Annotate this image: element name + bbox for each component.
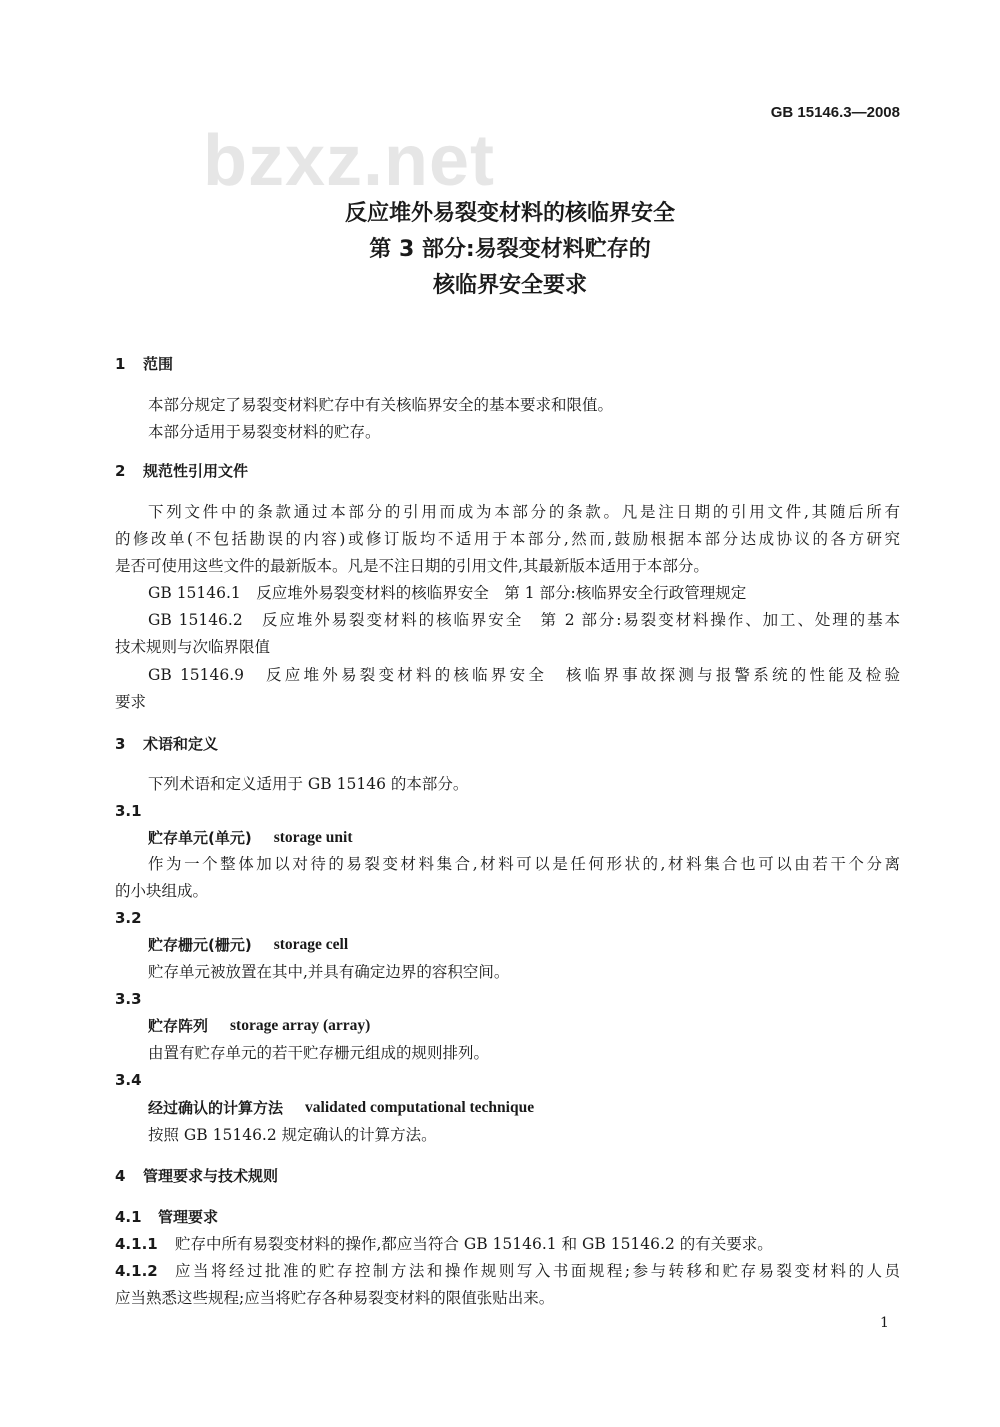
term-definition: 由置有贮存单元的若干贮存栅元组成的规则排列。 bbox=[148, 1044, 490, 1062]
clause-text: 贮存中所有易裂变材料的操作,都应当符合 GB 15146.1 和 GB 15146.2 的有关要求。 bbox=[175, 1235, 773, 1253]
term-definition: 按照 GB 15146.2 规定确认的计算方法。 bbox=[148, 1126, 437, 1144]
term-heading bbox=[148, 828, 353, 848]
paragraph-line: 下列术语和定义适用于 GB 15146 的本部分。 bbox=[148, 775, 469, 793]
page-number: 1 bbox=[880, 1315, 889, 1331]
term-zh: 贮存阵列 bbox=[148, 1017, 209, 1035]
paragraph-line: 本部分适用于易裂变材料的贮存。 bbox=[148, 423, 381, 441]
term-zh: 贮存单元(单元) bbox=[148, 829, 252, 847]
title-line-1: 反应堆外易裂变材料的核临界安全 bbox=[344, 201, 675, 226]
section-2-heading: 规范性引用文件 bbox=[143, 462, 249, 480]
reference-item-cont: 技术规则与次临界限值 bbox=[115, 638, 271, 656]
term-definition: 贮存单元被放置在其中,并具有确定边界的容积空间。 bbox=[148, 963, 510, 981]
reference-item: GB 15146.1 反应堆外易裂变材料的核临界安全 第 1 部分:核临界安全行政管理规定 bbox=[148, 584, 747, 602]
term-en: storage unit bbox=[273, 829, 353, 846]
term-en: validated computational technique bbox=[305, 1099, 535, 1116]
paragraph-line: 是否可使用这些文件的最新版本。凡是不注日期的引用文件,其最新版本适用于本部分。 bbox=[115, 557, 709, 575]
section-3-number: 3 bbox=[115, 735, 126, 753]
title-line-3: 核临界安全要求 bbox=[432, 273, 587, 298]
term-number: 3.2 bbox=[115, 909, 142, 927]
term-definition: 作为一个整体加以对待的易裂变材料集合,材料可以是任何形状的,材料集合也可以由若干个分离 bbox=[148, 855, 900, 873]
document-code: GB 15146.3—2008 bbox=[770, 104, 900, 121]
term-heading bbox=[148, 1016, 370, 1036]
section-1-heading: 范围 bbox=[143, 355, 174, 373]
term-zh: 贮存栅元(栅元) bbox=[148, 936, 252, 954]
term-number: 3.1 bbox=[115, 802, 142, 820]
reference-item: GB 15146.2 反应堆外易裂变材料的核临界安全 第 2 部分:易裂变材料操作、加工、处理的基本 bbox=[148, 611, 900, 629]
term-heading bbox=[148, 935, 348, 955]
term-en: storage array (array) bbox=[230, 1017, 371, 1034]
watermark: bzxz.net bbox=[203, 121, 496, 201]
term-zh: 经过确认的计算方法 bbox=[148, 1099, 284, 1117]
subsection-number: 4.1 bbox=[115, 1208, 142, 1226]
term-heading bbox=[148, 1098, 534, 1118]
subsection-heading: 管理要求 bbox=[158, 1208, 219, 1226]
section-2-number: 2 bbox=[115, 462, 126, 480]
term-number: 3.3 bbox=[115, 990, 142, 1008]
section-4-number: 4 bbox=[115, 1167, 126, 1185]
term-definition: 的小块组成。 bbox=[115, 882, 209, 900]
paragraph-line: 本部分规定了易裂变材料贮存中有关核临界安全的基本要求和限值。 bbox=[148, 396, 614, 414]
clause-number: 4.1.1 bbox=[115, 1235, 158, 1253]
clause-text: 应当熟悉这些规程;应当将贮存各种易裂变材料的限值张贴出来。 bbox=[115, 1289, 555, 1307]
section-4-heading: 管理要求与技术规则 bbox=[143, 1167, 279, 1185]
clause-text: 应当将经过批准的贮存控制方法和操作规则写入书面规程;参与转移和贮存易裂变材料的人员 bbox=[175, 1262, 900, 1280]
section-3-heading: 术语和定义 bbox=[143, 735, 219, 753]
paragraph-line: 下列文件中的条款通过本部分的引用而成为本部分的条款。凡是注日期的引用文件,其随后所有 bbox=[148, 503, 900, 521]
term-en: storage cell bbox=[273, 936, 349, 953]
reference-item-cont: 要求 bbox=[115, 693, 147, 711]
reference-item: GB 15146.9 反应堆外易裂变材料的核临界安全 核临界事故探测与报警系统的性能及检验 bbox=[148, 666, 900, 684]
title-line-2: 第 3 部分:易裂变材料贮存的 bbox=[369, 237, 651, 262]
term-number: 3.4 bbox=[115, 1071, 142, 1089]
section-1-number: 1 bbox=[115, 355, 126, 373]
clause-number: 4.1.2 bbox=[115, 1262, 158, 1280]
paragraph-line: 的修改单(不包括勘误的内容)或修订版均不适用于本部分,然而,鼓励根据本部分达成协议的各方研究 bbox=[115, 530, 900, 548]
